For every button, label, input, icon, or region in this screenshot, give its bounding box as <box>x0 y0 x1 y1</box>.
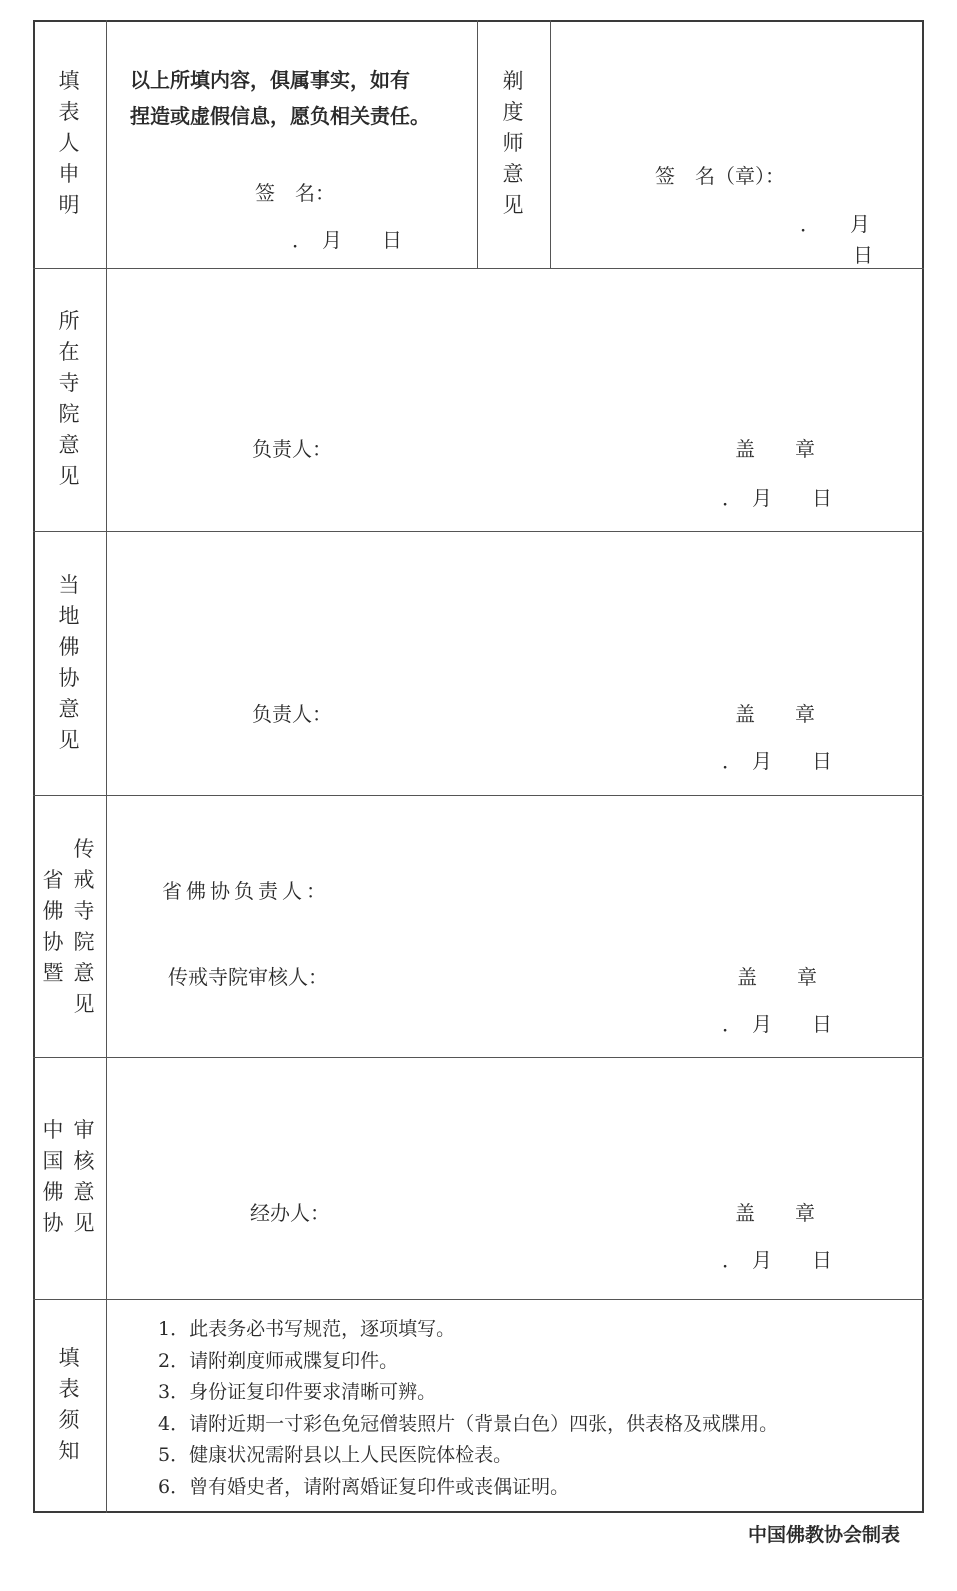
provincial-date-field[interactable]: ． 月 日 <box>722 1012 832 1036</box>
temple-opinion-label: 所在寺院意见 <box>58 309 80 488</box>
notes-list <box>158 1314 778 1503</box>
notes-item: 2．请附剃度师戒牒复印件。 <box>158 1349 399 1372</box>
declaration-text-line1: 以上所填内容，俱属事实，如有 <box>130 68 410 92</box>
row-divider <box>33 1057 924 1058</box>
column-divider <box>477 20 478 268</box>
provincial-label-col1: 省佛协暨 <box>42 868 64 985</box>
temple-seal: 盖 章 <box>735 437 815 461</box>
national-label-col2: 审核意见 <box>73 1118 95 1235</box>
local-association-label: 当地佛协意见 <box>58 573 80 752</box>
national-label-col1: 中国佛协 <box>42 1118 64 1235</box>
tonsure-master-label: 剃度师意见 <box>502 69 524 217</box>
row-divider <box>33 268 924 269</box>
national-date-field[interactable]: ． 月 日 <box>722 1248 832 1272</box>
temple-date-field[interactable]: ． 月 日 <box>722 486 832 510</box>
declaration-text <box>130 62 470 134</box>
notes-item: 3．身份证复印件要求清晰可辨。 <box>158 1381 437 1403</box>
notes-item: 5．健康状况需附县以上人民医院体检表。 <box>158 1444 513 1466</box>
issuer-footer: 中国佛教协会制表 <box>747 1524 900 1546</box>
local-association-seal: 盖 章 <box>735 702 815 726</box>
notes-item: 4．请附近期一寸彩色免冠僧装照片（背景白色）四张，供表格及戒牒用。 <box>158 1412 779 1435</box>
row-divider <box>33 795 924 796</box>
provincial-person1-field[interactable]: 省佛协负责人： <box>162 879 330 903</box>
row-divider <box>33 1299 924 1300</box>
provincial-person2-field[interactable]: 传戒寺院审核人： <box>168 965 328 989</box>
tonsure-master-date-month[interactable]: ． 月 <box>800 212 870 236</box>
declaration-text-line2: 捏造或虚假信息，愿负相关责任。 <box>130 104 430 128</box>
label-column-divider <box>106 20 107 1513</box>
declaration-signature-field[interactable]: 签 名： <box>255 181 335 205</box>
declaration-date-field[interactable]: ． 月 日 <box>292 228 402 252</box>
notes-item: 6．曾有婚史者，请附离婚证复印件或丧偶证明。 <box>158 1475 570 1498</box>
local-association-date-field[interactable]: ． 月 日 <box>722 749 832 773</box>
notes-label: 填表须知 <box>58 1346 80 1463</box>
column-divider <box>550 20 551 268</box>
tonsure-master-signature-field[interactable]: 签 名（章）： <box>655 164 785 188</box>
notes-item: 1．此表务必书写规范，逐项填写。 <box>158 1318 456 1340</box>
provincial-label-col2: 传戒寺院意见 <box>73 837 95 1016</box>
national-person-field[interactable]: 经办人： <box>250 1201 330 1225</box>
tonsure-master-date-day[interactable]: 日 <box>853 243 873 267</box>
temple-person-field[interactable]: 负责人： <box>252 437 332 461</box>
declaration-label: 填表人申明 <box>58 69 80 217</box>
local-association-person-field[interactable]: 负责人： <box>252 702 332 726</box>
row-divider <box>33 531 924 532</box>
provincial-seal: 盖 章 <box>737 965 817 989</box>
national-seal: 盖 章 <box>735 1201 815 1225</box>
